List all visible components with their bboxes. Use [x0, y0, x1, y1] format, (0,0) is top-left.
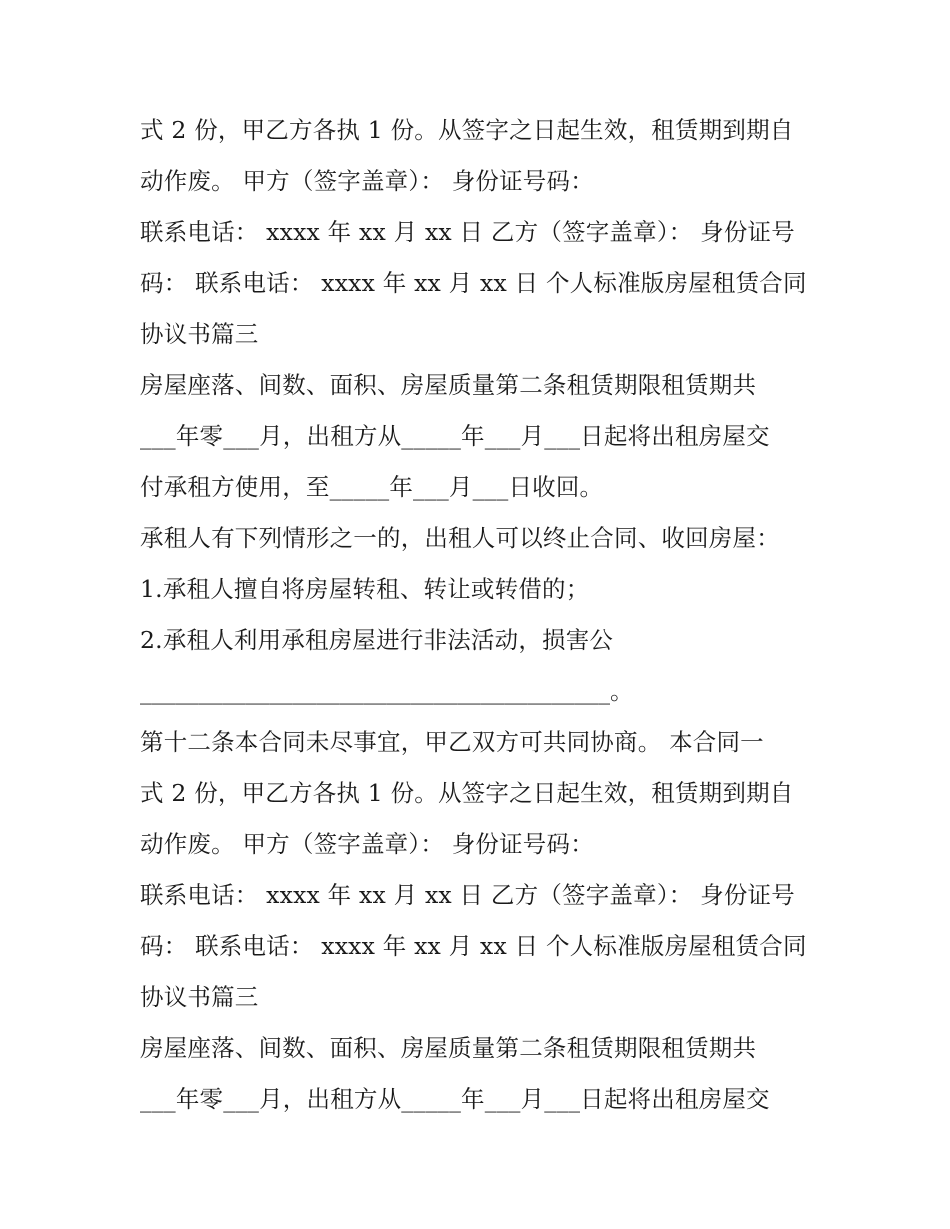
text-line: 码： 联系电话： xxxx 年 xx 月 xx 日 个人标准版房屋租赁合同: [140, 932, 807, 960]
text-line: 动作废。 甲方（签字盖章）： 身份证号码：: [140, 167, 594, 195]
list-item: 2.承租人利用承租房屋进行非法活动，损害公: [140, 626, 614, 654]
text-line: 联系电话： xxxx 年 xx 月 xx 日 乙方（签字盖章）： 身份证号: [140, 881, 795, 909]
text-line: ___年零___月，出租方从_____年___月___日起将出租房屋交: [140, 422, 770, 450]
text-line: 码： 联系电话： xxxx 年 xx 月 xx 日 个人标准版房屋租赁合同: [140, 269, 807, 297]
text-line: 房屋座落、间数、面积、房屋质量第二条租赁期限租赁期共: [140, 1034, 757, 1062]
text-line: 动作废。 甲方（签字盖章）： 身份证号码：: [140, 830, 594, 858]
text-line: 第十二条本合同未尽事宜，甲乙双方可共同协商。 本合同一: [140, 728, 764, 756]
fill-in-blank-line: ________________________________________。: [140, 677, 634, 705]
text-line: ___年零___月，出租方从_____年___月___日起将出租房屋交: [140, 1085, 770, 1113]
text-line: 付承租方使用，至_____年___月___日收回。: [140, 473, 604, 501]
text-line: 房屋座落、间数、面积、房屋质量第二条租赁期限租赁期共: [140, 371, 757, 399]
document-body: [140, 108, 810, 1128]
list-item: 1.承租人擅自将房屋转租、转让或转借的；: [140, 575, 590, 603]
text-line: 式 2 份，甲乙方各执 1 份。从签字之日起生效，租赁期到期自: [140, 779, 794, 807]
text-line: 式 2 份，甲乙方各执 1 份。从签字之日起生效，租赁期到期自: [140, 116, 794, 144]
text-line: 联系电话： xxxx 年 xx 月 xx 日 乙方（签字盖章）： 身份证号: [140, 218, 795, 246]
section-heading: 协议书篇三: [140, 320, 259, 348]
text-line: 承租人有下列情形之一的，出租人可以终止合同、收回房屋：: [140, 524, 780, 552]
section-heading: 协议书篇三: [140, 983, 259, 1011]
